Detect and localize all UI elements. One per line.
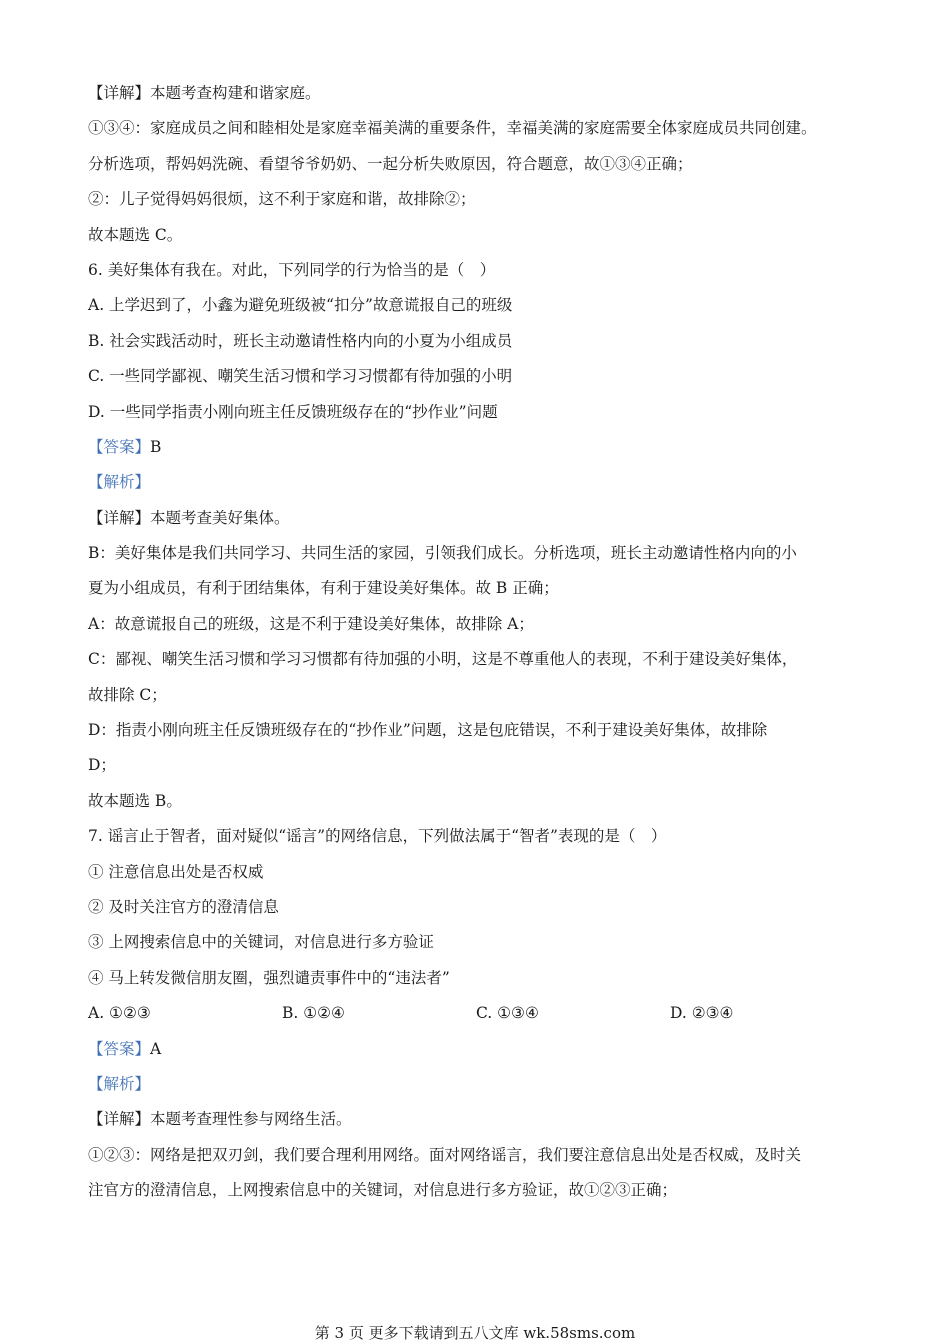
text-line: 故本题选 B。: [88, 791, 182, 810]
text-line: D：指责小刚向班主任反馈班级存在的“抄作业”问题，这是包庇错误，不利于建设美好集体，故排除: [88, 721, 768, 740]
question-6-option-a: A. 上学迟到了，小鑫为避免班级被“扣分”故意谎报自己的班级: [88, 296, 513, 315]
text-line: C：鄙视、嘲笑生活习惯和学习习惯都有待加强的小明，这是不尊重他人的表现，不利于建设美好集体，: [88, 650, 798, 669]
text-line: D；: [88, 756, 116, 775]
question-6-option-d: D. 一些同学指责小刚向班主任反馈班级存在的“抄作业”问题: [88, 402, 498, 421]
text-line: 【详解】本题考查理性参与网络生活。: [88, 1110, 352, 1129]
answer-label: 【答案】: [88, 1039, 151, 1058]
question-6-option-c: C. 一些同学鄙视、嘲笑生活习惯和学习习惯都有待加强的小明: [88, 367, 513, 386]
analysis-label: 【解析】: [88, 473, 151, 492]
text-line: 故本题选 C。: [88, 225, 183, 244]
analysis-label: 【解析】: [88, 1074, 151, 1093]
question-6-stem: 6. 美好集体有我在。对此，下列同学的行为恰当的是（ ）: [88, 260, 496, 279]
text-line: B：美好集体是我们共同学习、共同生活的家园，引领我们成长。分析选项，班长主动邀请性格内向的小: [88, 544, 797, 563]
question-7-option-c: C. ①③④: [476, 1004, 539, 1023]
question-7-option-a: A. ①②③: [88, 1004, 151, 1023]
question-7-item-3: ③ 上网搜索信息中的关键词，对信息进行多方验证: [88, 933, 434, 952]
question-7-stem: 7. 谣言止于智者，面对疑似“谣言”的网络信息，下列做法属于“智者”表现的是（ ）: [88, 827, 667, 846]
text-line: A：故意谎报自己的班级，这是不利于建设美好集体，故排除 A；: [88, 614, 534, 633]
text-line: 注官方的澄清信息，上网搜索信息中的关键词，对信息进行多方验证，故①②③正确；: [88, 1181, 678, 1200]
question-7-option-b: B. ①②④: [282, 1004, 345, 1023]
text-line: 故排除 C；: [88, 685, 167, 704]
page-footer: 第 3 页 更多下载请到五八文库 wk.58sms.com: [314, 1324, 636, 1342]
question-6-answer: [88, 430, 872, 465]
question-7-item-1: ① 注意信息出处是否权威: [88, 862, 264, 881]
text-line: ①③④：家庭成员之间和睦相处是家庭幸福美满的重要条件，幸福美满的家庭需要全体家庭成员共同创建。: [88, 119, 817, 138]
text-line: ①②③：网络是把双刃剑，我们要合理利用网络。面对网络谣言，我们要注意信息出处是否权威，及时关: [88, 1145, 802, 1164]
question-7-options: [88, 996, 872, 1031]
question-7-item-4: ④ 马上转发微信朋友圈，强烈谴责事件中的“违法者”: [88, 968, 450, 987]
question-6-option-b: B. 社会实践活动时，班长主动邀请性格内向的小夏为小组成员: [88, 331, 513, 350]
answer-label: 【答案】: [88, 437, 151, 456]
answer-value: A: [150, 1039, 162, 1058]
text-line: 分析选项，帮妈妈洗碗、看望爷爷奶奶、一起分析失败原因，符合题意，故①③④正确；: [88, 154, 693, 173]
page-content: [88, 76, 872, 1209]
text-line: 【详解】本题考查美好集体。: [88, 508, 290, 527]
text-line: 【详解】本题考查构建和谐家庭。: [88, 84, 321, 102]
question-7-option-d: D. ②③④: [670, 1004, 734, 1023]
text-line: ②：儿子觉得妈妈很烦，这不利于家庭和谐，故排除②；: [88, 190, 476, 209]
answer-value: B: [150, 437, 162, 456]
question-7-item-2: ② 及时关注官方的澄清信息: [88, 897, 279, 916]
text-line: 夏为小组成员，有利于团结集体，有利于建设美好集体。故 B 正确；: [88, 579, 559, 598]
question-7-answer: [88, 1032, 872, 1067]
